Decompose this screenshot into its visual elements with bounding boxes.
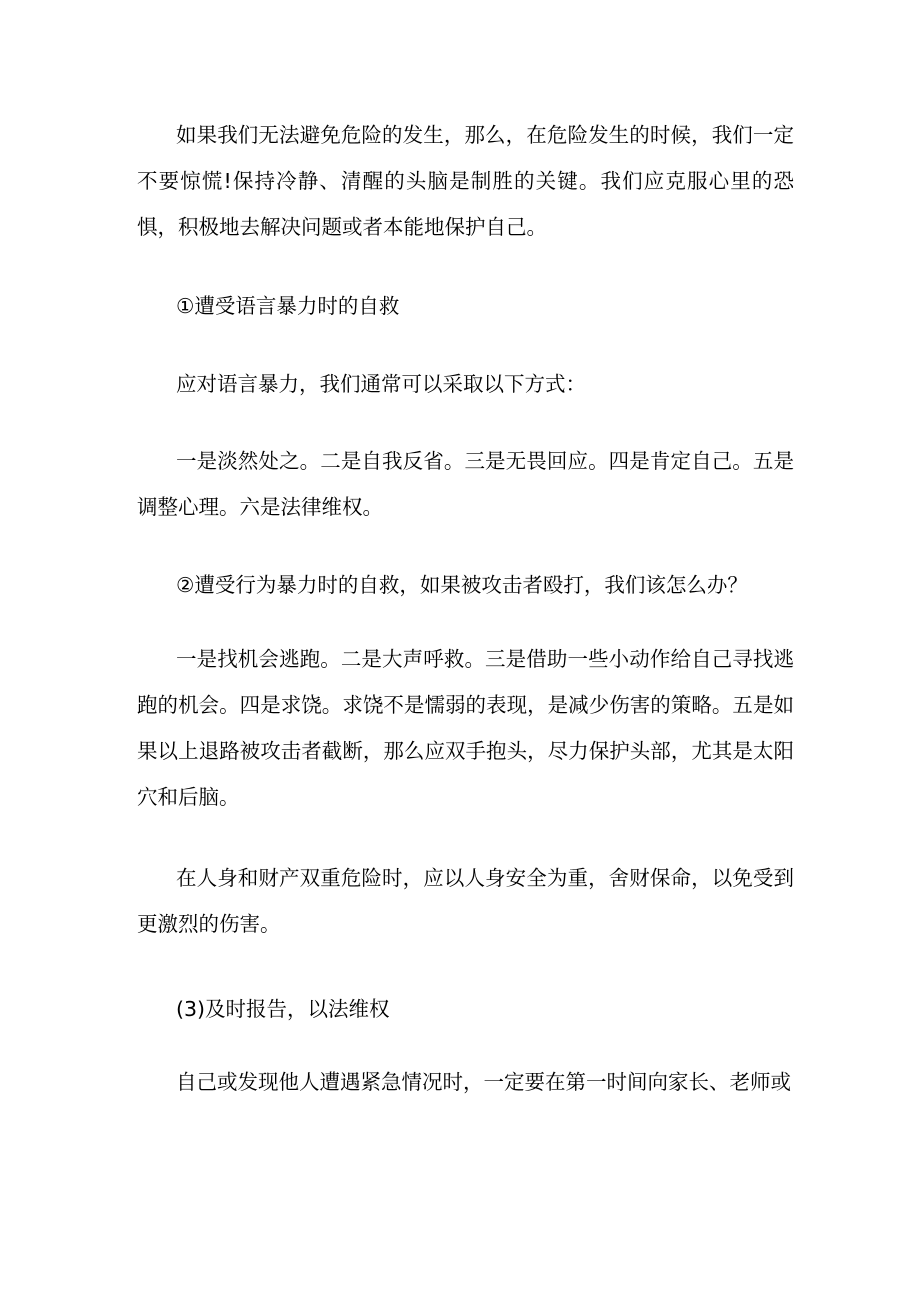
paragraph-report: 自己或发现他人遭遇紧急情况时，一定要在第一时间向家长、老师或 <box>176 1070 791 1094</box>
paragraph-physical-methods: 一是找机会逃跑。二是大声呼救。三是借助一些小动作给自己寻找逃跑的机会。四是求饶。求饶不是懦弱的表现，是减少伤害的策略。五是如果以上退路被攻击者截断，那么应双手抱头，尽力保护头部，尤其是太阳穴和后脑。 <box>137 647 794 809</box>
paragraph-safety-first: 在人身和财产双重危险时，应以人身安全为重，舍财保命，以免受到更激烈的伤害。 <box>137 866 794 936</box>
paragraph-intro: 如果我们无法避免危险的发生，那么，在危险发生的时候，我们一定不要惊慌!保持冷静、清醒的头脑是制胜的关键。我们应克服心里的恐惧，积极地去解决问题或者本能地保护自己。 <box>137 123 794 239</box>
heading-physical-violence: ②遭受行为暴力时的自救，如果被攻击者殴打，我们该怎么办？ <box>176 573 748 597</box>
heading-report: (3)及时报告，以法维权 <box>176 997 390 1021</box>
paragraph-verbal-response: 应对语言暴力，我们通常可以采取以下方式： <box>176 372 586 396</box>
heading-verbal-violence: ①遭受语言暴力时的自救 <box>176 294 400 318</box>
paragraph-verbal-methods: 一是淡然处之。二是自我反省。三是无畏回应。四是肯定自己。五是调整心理。六是法律维权。 <box>137 449 794 519</box>
